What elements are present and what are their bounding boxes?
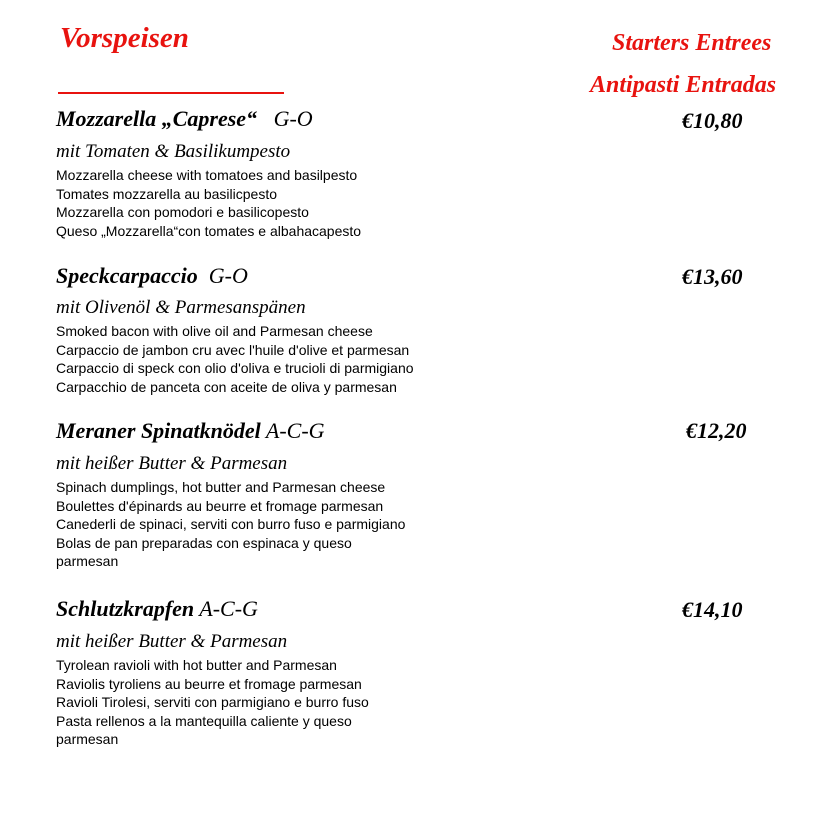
item-subtitle: mit heißer Butter & Parmesan: [56, 631, 288, 652]
description-line: Carpaccio di speck con olio d'oliva e trucioli di parmigiano: [56, 360, 414, 377]
item-title: [56, 106, 313, 132]
section-title-it-es: Antipasti Entradas: [590, 72, 777, 98]
item-description: [56, 166, 476, 240]
description-line: Carpacchio de panceta con aceite de oliva y parmesan: [56, 378, 397, 395]
item-name: Mozzarella „Caprese“: [56, 106, 258, 131]
description-line: Mozzarella con pomodori e basilicopesto: [56, 204, 309, 221]
description-line: Tyrolean ravioli with hot butter and Parmesan: [56, 657, 337, 673]
item-subtitle: mit heißer Butter & Parmesan: [56, 453, 288, 474]
section-title-german: Vorspeisen: [60, 22, 189, 54]
item-description: [56, 478, 476, 571]
description-line: Canederli de spinaci, serviti con burro fuso e parmigiano: [56, 516, 406, 533]
menu-item: [56, 596, 258, 622]
menu-item: [56, 418, 325, 444]
item-price: €14,10: [682, 597, 743, 622]
allergen-codes: A-C-G: [265, 418, 325, 443]
title-underline: [58, 92, 284, 94]
description-line: Boulettes d'épinards au beurre et fromage parmesan: [56, 497, 384, 514]
description-line: Tomates mozzarella au basilicpesto: [56, 185, 277, 202]
description-line: Bolas de pan preparadas con espinaca y queso parmesan: [56, 534, 352, 570]
item-subtitle: mit Tomaten & Basilikumpesto: [56, 141, 291, 162]
allergen-codes: G-O: [273, 106, 313, 131]
item-name: Meraner Spinatknödel: [56, 418, 261, 443]
item-price: €12,20: [686, 418, 747, 443]
item-title: [56, 418, 325, 444]
item-description: [56, 322, 476, 396]
allergen-codes: A-C-G: [199, 596, 258, 621]
item-name: Schlutzkrapfen: [56, 596, 195, 621]
allergen-codes: G-O: [208, 263, 248, 288]
description-line: Carpaccio de jambon cru avec l'huile d'olive et parmesan: [56, 341, 410, 358]
menu-item: [56, 263, 248, 289]
item-title: [56, 596, 258, 622]
item-price: €13,60: [682, 264, 743, 289]
description-line: Mozzarella cheese with tomatoes and basilpesto: [56, 167, 358, 183]
description-line: Ravioli Tirolesi, serviti con parmigiano e burro fuso: [56, 694, 369, 711]
item-description: [56, 656, 476, 749]
description-line: Raviolis tyroliens au beurre et fromage parmesan: [56, 675, 362, 692]
description-line: Queso „Mozzarella“con tomates e albahacapesto: [56, 222, 362, 239]
menu-item: [56, 106, 313, 132]
item-name: Speckcarpaccio: [56, 263, 198, 288]
description-line: Pasta rellenos a la mantequilla caliente y queso parmesan: [56, 712, 352, 748]
description-line: Spinach dumplings, hot butter and Parmesan cheese: [56, 479, 386, 495]
item-subtitle: mit Olivenöl & Parmesanspänen: [56, 297, 306, 318]
item-price: €10,80: [682, 108, 743, 133]
section-title-en-fr: Starters Entrees: [612, 30, 772, 56]
description-line: Smoked bacon with olive oil and Parmesan cheese: [56, 323, 373, 339]
item-title: [56, 263, 248, 289]
